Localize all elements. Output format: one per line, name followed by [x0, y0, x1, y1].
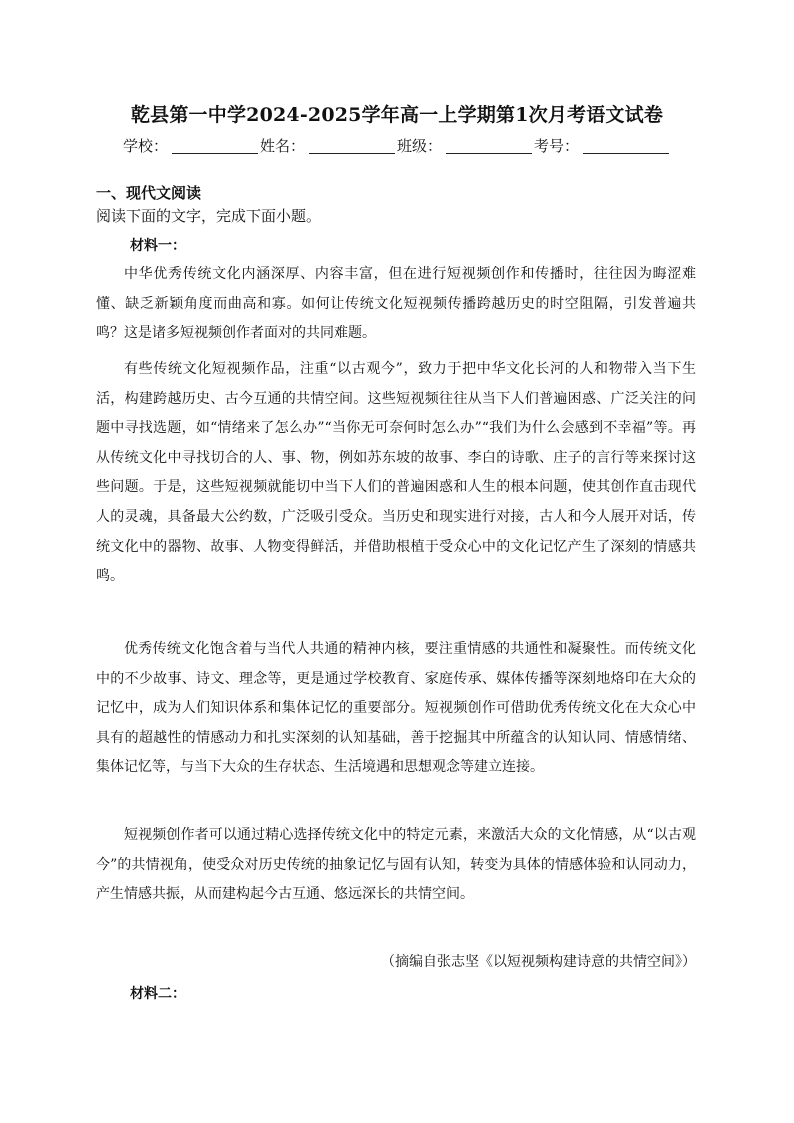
class-label: 班级：: [397, 137, 443, 155]
material-1-source: （摘编自张志坚《以短视频构建诗意的共情空间》）: [381, 954, 696, 970]
material-1-paragraph-1: 中华优秀传统文化内涵深厚、内容丰富，但在进行短视频创作和传播时，往往因为晦涩难懂、缺乏新颖角度而曲高和寡。如何让传统文化短视频传播跨越历史的时空阻隔，引发普遍共鸣？这是诸多短视频创作者面对的共同难题。: [96, 266, 696, 342]
material-1-label: 材料一：: [130, 238, 186, 254]
material-2-label: 材料二：: [130, 986, 186, 1002]
section-heading: 一、现代文阅读: [96, 184, 202, 202]
school-label: 学校：: [122, 137, 168, 155]
school-field: [123, 135, 260, 157]
material-1-paragraph-3: 优秀传统文化饱含着与当代人共通的精神内核，要注重情感的共通性和凝聚性。而传统文化中的不少故事、诗文、理念等，更是通过学校教育、家庭传承、媒体传播等深刻地烙印在大众的记忆中，成为人们知识体系和集体记忆的重要部分。短视频创作可借助优秀传统文化在大众心中具有的超越性的情感动力和扎实深刻的认知基础，善于挖掘其中所蕴含的认知认同、情感情绪、集体记忆等，与当下大众的生存状态、生活境遇和思想观念等建立连接。: [96, 641, 696, 776]
class-field: [397, 135, 534, 157]
exam-number-blank[interactable]: [583, 137, 669, 154]
exam-number-label: 考号：: [534, 137, 580, 155]
school-blank[interactable]: [172, 137, 258, 154]
name-blank[interactable]: [309, 137, 395, 154]
exam-number-field: [534, 135, 671, 157]
exam-title: 乾县第一中学2024-2025学年高一上学期第1次月考语文试卷: [130, 104, 664, 126]
reading-instruction: 阅读下面的文字，完成下面小题。: [96, 207, 322, 225]
class-blank[interactable]: [446, 137, 532, 154]
student-info-row: [0, 135, 794, 157]
name-label: 姓名：: [259, 137, 305, 155]
material-1-paragraph-2: 有些传统文化短视频作品，注重“以古观今”，致力于把中华文化长河的人和物带入当下生活，构建跨越历史、古今互通的共情空间。这些短视频往往从当下人们普遍困惑、广泛关注的问题中寻找选题，如“情绪来了怎么办”“当你无可奈何时怎么办”“我们为什么会感到不幸福”等。再从传统文化中寻找切合的人、事、物，例如苏东坡的故事、李白的诗歌、庄子的言行等来探讨这些问题。于是，这些短视频就能切中当下人们的普遍困惑和人生的根本问题，使其创作直击现代人的灵魂，具备最大公约数，广泛吸引受众。当历史和现实进行对接，古人和今人展开对话，传统文化中的器物、故事、人物变得鲜活，并借助根植于受众心中的文化记忆产生了深刻的情感共鸣。: [96, 361, 696, 585]
material-1-paragraph-4: 短视频创作者可以通过精心选择传统文化中的特定元素，来激活大众的文化情感，从“以古观今”的共情视角，使受众对历史传统的抽象记忆与固有认知，转变为具体的情感体验和认同动力，产生情感共振，从而建构起今古互通、悠远深长的共情空间。: [96, 827, 696, 903]
name-field: [260, 135, 397, 157]
